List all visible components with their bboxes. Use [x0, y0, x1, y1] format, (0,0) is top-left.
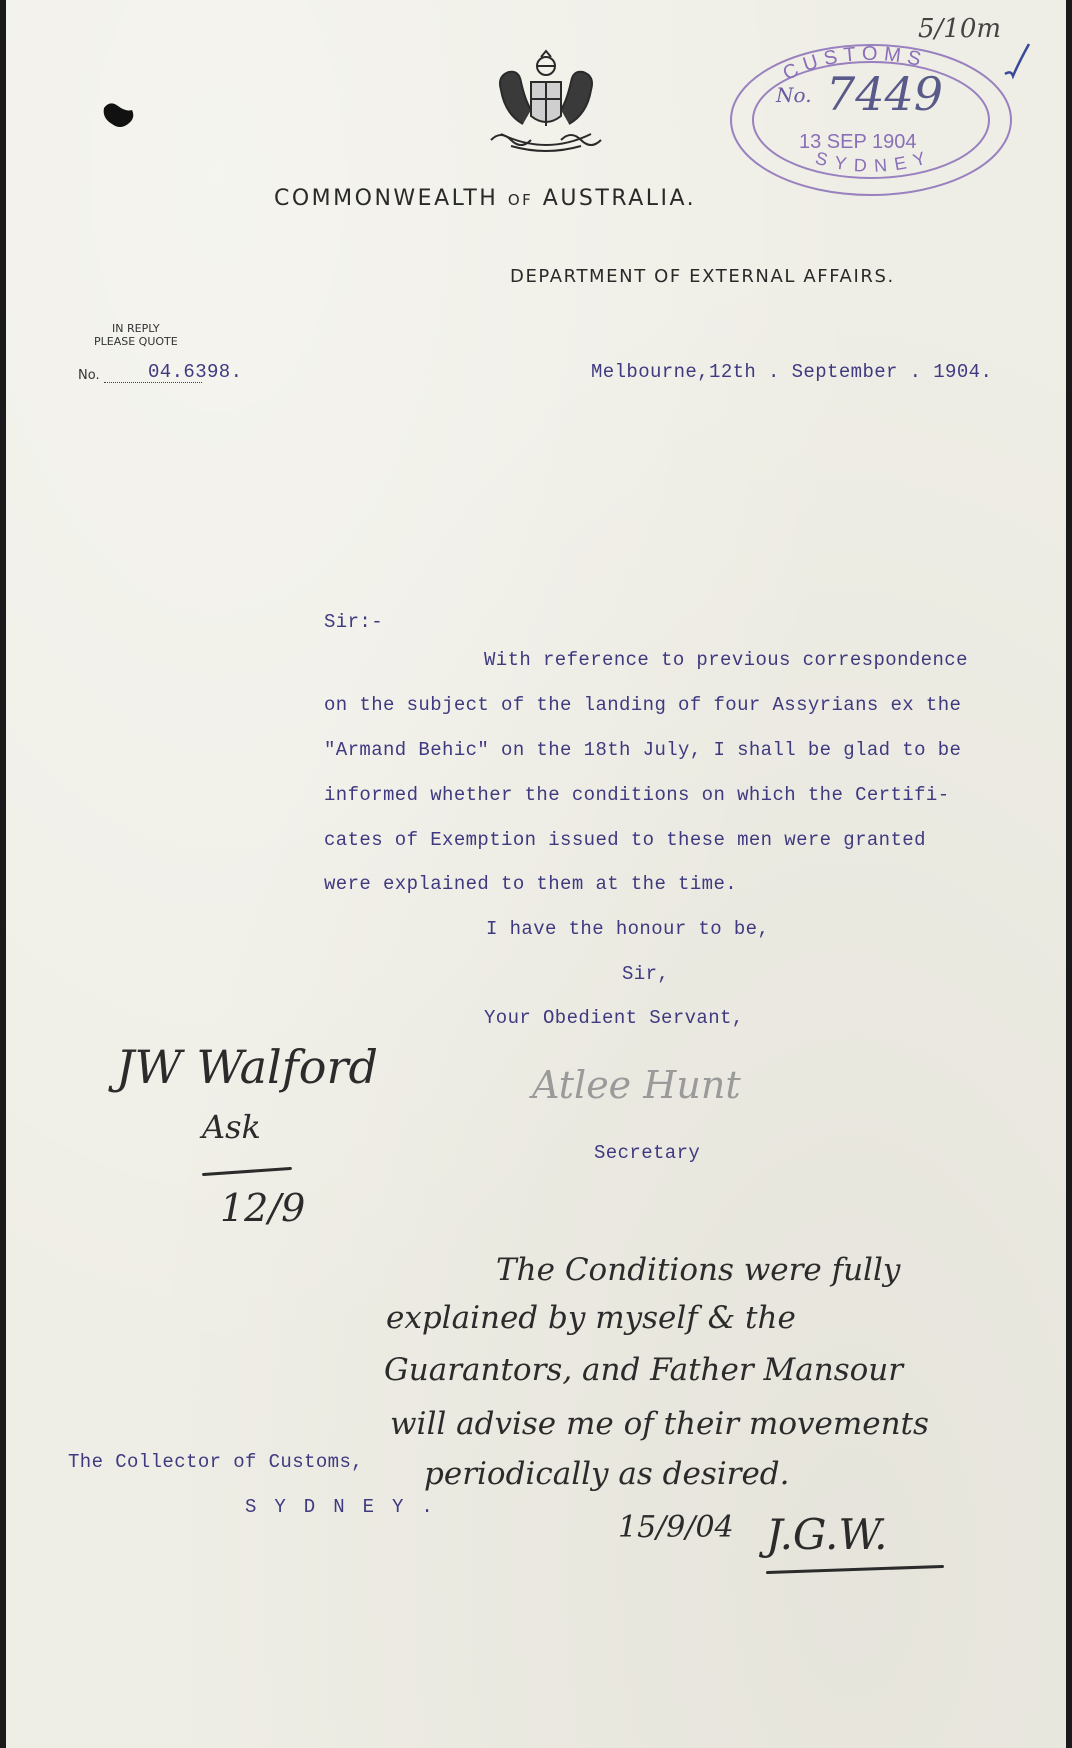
- body-line: on the subject of the landing of four Assyrians ex the: [324, 694, 962, 716]
- coat-of-arms-emblem: [461, 44, 631, 156]
- initials-underline: [766, 1565, 944, 1574]
- number-label: No.: [78, 368, 100, 383]
- body-line: informed whether the conditions on which the Certifi-: [324, 784, 950, 806]
- letterhead-title-part1: COMMONWEALTH: [274, 186, 499, 211]
- letterhead-title-part2: AUSTRALIA.: [542, 186, 697, 211]
- stamp-number: 7449: [826, 67, 944, 121]
- pencil-note: 5/10m: [918, 14, 1002, 44]
- stamp-city-text: SYDNEY: [813, 145, 936, 176]
- closing-line: Your Obedient Servant,: [484, 1007, 744, 1029]
- reply-label-line-1: IN REPLY: [112, 322, 160, 335]
- addressee: The Collector of Customs,: [68, 1451, 364, 1473]
- body-line: With reference to previous correspondence: [484, 649, 968, 671]
- letterhead-title-of: OF: [507, 191, 534, 209]
- margin-note: Ask: [202, 1108, 261, 1146]
- annotation-date: 15/9/04: [618, 1510, 734, 1545]
- body-line: cates of Exemption issued to these men were granted: [324, 829, 926, 851]
- secretary-signature: Atlee Hunt: [532, 1063, 741, 1107]
- signature-title: Secretary: [594, 1142, 701, 1164]
- ink-blot: [100, 100, 140, 130]
- letterhead-title: [274, 186, 696, 211]
- reference-number: 04.6398.: [148, 361, 243, 383]
- annotation-line: The Conditions were fully: [496, 1252, 901, 1288]
- annotation-line: Guarantors, and Father Mansour: [384, 1352, 904, 1388]
- stamp-arc-text: CUSTOMS: [779, 42, 929, 86]
- reply-label: [94, 322, 178, 348]
- annotation-line: will advise me of their movements: [390, 1406, 929, 1442]
- letter-dateline: Melbourne,12th . September . 1904.: [591, 361, 993, 383]
- annotation-line: periodically as desired.: [424, 1456, 790, 1492]
- body-line: "Armand Behic" on the 18th July, I shall be glad to be: [324, 739, 962, 761]
- closing-line: Sir,: [622, 963, 670, 985]
- closing-line: I have the honour to be,: [486, 918, 770, 940]
- annotation-initials: J.G.W.: [766, 1510, 888, 1559]
- stamp-number-prefix: No.: [776, 83, 812, 107]
- reply-label-line-2: PLEASE QUOTE: [94, 335, 178, 348]
- salutation: Sir:-: [324, 611, 384, 633]
- margin-date: 12/9: [220, 1186, 306, 1230]
- margin-signature: JW Walford: [116, 1040, 378, 1094]
- addressee-city: SYDNEY.: [245, 1496, 451, 1518]
- customs-stamp: [721, 30, 1021, 210]
- body-line: were explained to them at the time.: [324, 873, 738, 895]
- stamp-date: 13 SEP 1904: [799, 131, 917, 153]
- margin-note-underline: [202, 1167, 292, 1176]
- letter-page: [6, 0, 1066, 1748]
- department-name: DEPARTMENT OF EXTERNAL AFFAIRS.: [510, 266, 895, 287]
- annotation-line: explained by myself & the: [386, 1300, 796, 1336]
